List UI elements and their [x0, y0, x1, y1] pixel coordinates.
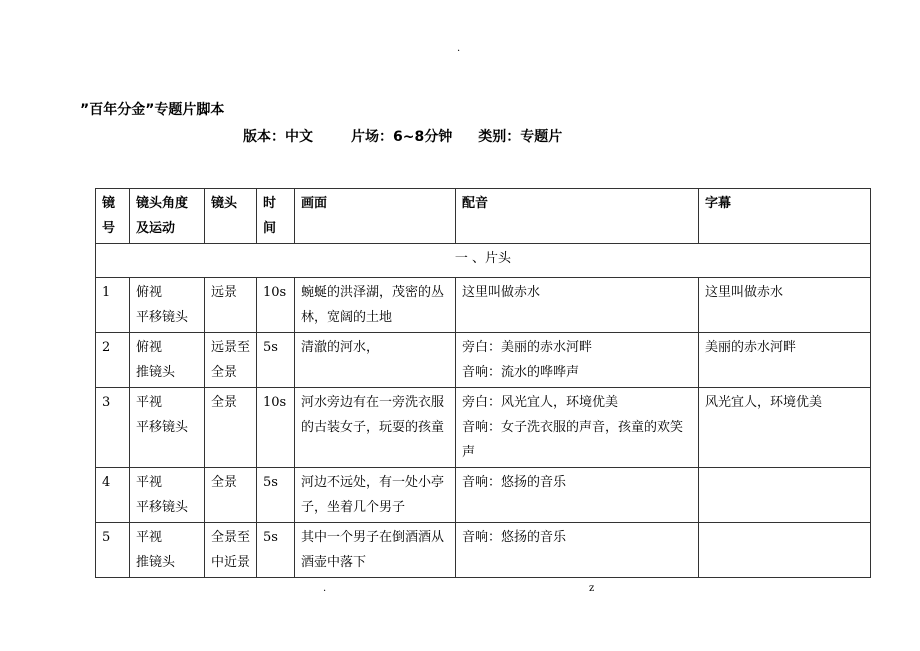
shot-time: 5s [257, 523, 295, 578]
shot-time: 10s [257, 278, 295, 333]
script-table [95, 188, 871, 578]
version-label: 版本：中文 [243, 129, 313, 145]
table-row [96, 388, 871, 468]
shot-angle [130, 388, 205, 468]
footer-mark-right: z [589, 583, 595, 594]
header-time: 时间 [257, 189, 295, 244]
angle-line: 平移镜头 [136, 310, 189, 325]
shot-subtitle [699, 523, 871, 578]
shot-subtitle: 风光宜人，环境优美 [699, 388, 871, 468]
header-row [96, 189, 871, 244]
document-title: ”百年分金”专题片脚本 [80, 102, 225, 118]
category-label: 类别：专题片 [478, 129, 563, 145]
shot-no: 5 [96, 523, 130, 578]
shot-time: 5s [257, 333, 295, 388]
shot-lens: 远景至全景 [205, 333, 257, 388]
shot-no: 2 [96, 333, 130, 388]
shot-lens: 远景 [205, 278, 257, 333]
audio-line: 音响：悠扬的音乐 [462, 530, 567, 545]
header-lens: 镜头 [205, 189, 257, 244]
shot-angle [130, 278, 205, 333]
header-subtitle: 字幕 [699, 189, 871, 244]
header-picture: 画面 [295, 189, 456, 244]
angle-line: 平视 [136, 530, 163, 545]
table-row [96, 468, 871, 523]
shot-audio [456, 333, 699, 388]
angle-line: 平视 [136, 475, 163, 490]
shot-picture: 河边不远处，有一处小亭子，坐着几个男子 [295, 468, 456, 523]
shot-picture: 其中一个男子在倒酒酒从酒壶中落下 [295, 523, 456, 578]
angle-line: 平视 [136, 395, 163, 410]
shot-lens: 全景 [205, 388, 257, 468]
shot-no: 1 [96, 278, 130, 333]
shot-audio [456, 278, 699, 333]
angle-line: 平移镜头 [136, 500, 189, 515]
audio-line: 这里叫做赤水 [462, 285, 541, 300]
shot-subtitle: 美丽的赤水河畔 [699, 333, 871, 388]
document-meta [243, 127, 562, 147]
table-row [96, 523, 871, 578]
audio-line: 音响：悠扬的音乐 [462, 475, 567, 490]
audio-line: 旁白：风光宜人，环境优美 [462, 395, 619, 410]
shot-audio [456, 523, 699, 578]
table-row [96, 278, 871, 333]
angle-line: 俯视 [136, 340, 163, 355]
shot-audio [456, 468, 699, 523]
angle-line: 推镜头 [136, 555, 176, 570]
shot-angle [130, 523, 205, 578]
shot-no: 4 [96, 468, 130, 523]
shot-angle [130, 468, 205, 523]
shot-subtitle [699, 468, 871, 523]
shot-picture: 清澈的河水， [295, 333, 456, 388]
shot-audio [456, 388, 699, 468]
header-angle: 镜头角度及运动 [130, 189, 205, 244]
header-audio: 配音 [456, 189, 699, 244]
section-heading: 一 、片头 [96, 244, 871, 278]
angle-line: 俯视 [136, 285, 163, 300]
top-mark: . [457, 43, 461, 54]
table-row [96, 333, 871, 388]
shot-angle [130, 333, 205, 388]
shot-picture: 河水旁边有在一旁洗衣服的古装女子，玩耍的孩童 [295, 388, 456, 468]
footer-mark-left: . [323, 583, 327, 594]
shot-picture: 蜿蜒的洪泽湖，茂密的丛林，宽阔的土地 [295, 278, 456, 333]
duration-label: 片场：6~8分钟 [351, 129, 453, 145]
angle-line: 推镜头 [136, 365, 176, 380]
audio-line: 旁白：美丽的赤水河畔 [462, 340, 593, 355]
shot-lens: 全景至中近景 [205, 523, 257, 578]
shot-no: 3 [96, 388, 130, 468]
header-shot-no: 镜号 [96, 189, 130, 244]
angle-line: 平移镜头 [136, 420, 189, 435]
section-row [96, 244, 871, 278]
shot-subtitle: 这里叫做赤水 [699, 278, 871, 333]
shot-lens: 全景 [205, 468, 257, 523]
shot-time: 5s [257, 468, 295, 523]
audio-line: 音响：女子洗衣服的声音，孩童的欢笑声 [462, 420, 684, 460]
audio-line: 音响：流水的哗哗声 [462, 365, 580, 380]
shot-time: 10s [257, 388, 295, 468]
